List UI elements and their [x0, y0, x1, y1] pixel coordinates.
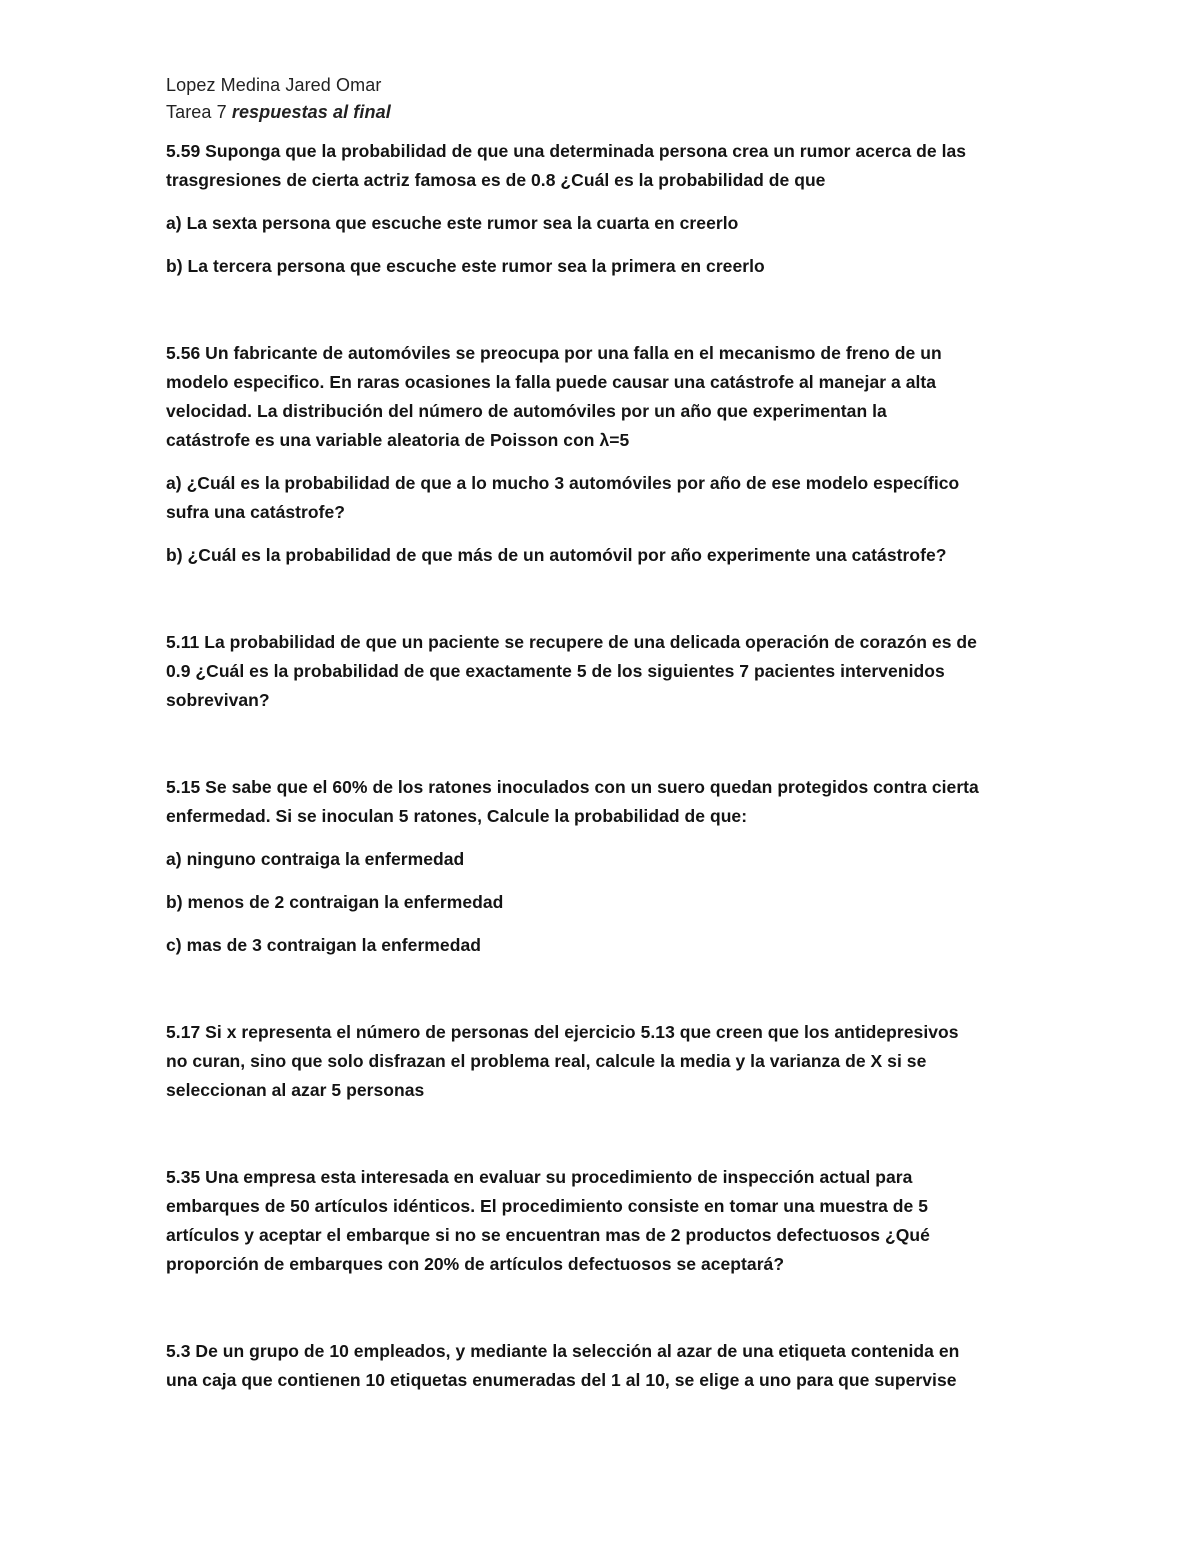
sub-question-a: a) ninguno contraiga la enfermedad — [166, 849, 465, 869]
question-text-line: embarques de 50 artículos idénticos. El procedimiento consiste en tomar una muestra de 5 — [166, 1196, 928, 1216]
question-5-59 — [166, 137, 1046, 281]
question-5-15 — [166, 773, 1046, 960]
question-text-line: seleccionan al azar 5 personas — [166, 1080, 425, 1100]
question-text-line: 5.3 De un grupo de 10 empleados, y mediante la selección al azar de una etiqueta contenida en — [166, 1341, 960, 1361]
question-5-11 — [166, 628, 1046, 715]
question-text-line: velocidad. La distribución del número de automóviles por un año que experimentan la — [166, 401, 887, 421]
question-text-line: 5.11 La probabilidad de que un paciente se recupere de una delicada operación de corazón es de — [166, 632, 977, 652]
question-text-line: enfermedad. Si se inoculan 5 ratones, Calcule la probabilidad de que: — [166, 806, 748, 826]
sub-question-b: b) La tercera persona que escuche este rumor sea la primera en creerlo — [166, 256, 765, 276]
sub-question-a-cont: sufra una catástrofe? — [166, 502, 346, 522]
task-prefix: Tarea 7 — [166, 102, 232, 122]
question-text-line: una caja que contienen 10 etiquetas enumeradas del 1 al 10, se elige a uno para que supervise — [166, 1370, 957, 1390]
sub-question-a: a) ¿Cuál es la probabilidad de que a lo mucho 3 automóviles por año de ese modelo específico — [166, 473, 960, 493]
task-title — [166, 99, 1046, 126]
sub-question-b: b) menos de 2 contraigan la enfermedad — [166, 892, 504, 912]
sub-question-a: a) La sexta persona que escuche este rumor sea la cuarta en creerlo — [166, 213, 739, 233]
question-5-17 — [166, 1018, 1046, 1105]
task-note: respuestas al final — [231, 102, 391, 122]
question-text-line: 5.17 Si x representa el número de personas del ejercicio 5.13 que creen que los antidepresivos — [166, 1022, 959, 1042]
author-name: Lopez Medina Jared Omar — [166, 75, 382, 95]
document-body — [166, 72, 1046, 1395]
question-5-3 — [166, 1337, 1046, 1395]
question-text-line: modelo especifico. En raras ocasiones la falla puede causar una catástrofe al manejar a alta — [166, 372, 937, 392]
question-text-line: trasgresiones de cierta actriz famosa es de 0.8 ¿Cuál es la probabilidad de que — [166, 170, 826, 190]
question-text-line: 5.59 Suponga que la probabilidad de que una determinada persona crea un rumor acerca de las — [166, 141, 967, 161]
question-5-35 — [166, 1163, 1046, 1279]
sub-question-b: b) ¿Cuál es la probabilidad de que más de un automóvil por año experimente una catástrofe? — [166, 545, 947, 565]
question-text-line: catástrofe es una variable aleatoria de Poisson con λ=5 — [166, 430, 630, 450]
question-text-line: no curan, sino que solo disfrazan el problema real, calcule la media y la varianza de X si se — [166, 1051, 927, 1071]
question-text-line: 5.56 Un fabricante de automóviles se preocupa por una falla en el mecanismo de freno de un — [166, 343, 942, 363]
question-text-line: sobrevivan? — [166, 690, 270, 710]
question-text-line: 5.35 Una empresa esta interesada en evaluar su procedimiento de inspección actual para — [166, 1167, 913, 1187]
question-text-line: 0.9 ¿Cuál es la probabilidad de que exactamente 5 de los siguientes 7 pacientes intervenidos — [166, 661, 945, 681]
question-text-line: proporción de embarques con 20% de artículos defectuosos se aceptará? — [166, 1254, 785, 1274]
question-5-56 — [166, 339, 1046, 570]
question-text-line: 5.15 Se sabe que el 60% de los ratones inoculados con un suero quedan protegidos contra cierta — [166, 777, 979, 797]
question-text-line: artículos y aceptar el embarque si no se encuentran mas de 2 productos defectuosos ¿Qué — [166, 1225, 930, 1245]
sub-question-c: c) mas de 3 contraigan la enfermedad — [166, 935, 481, 955]
